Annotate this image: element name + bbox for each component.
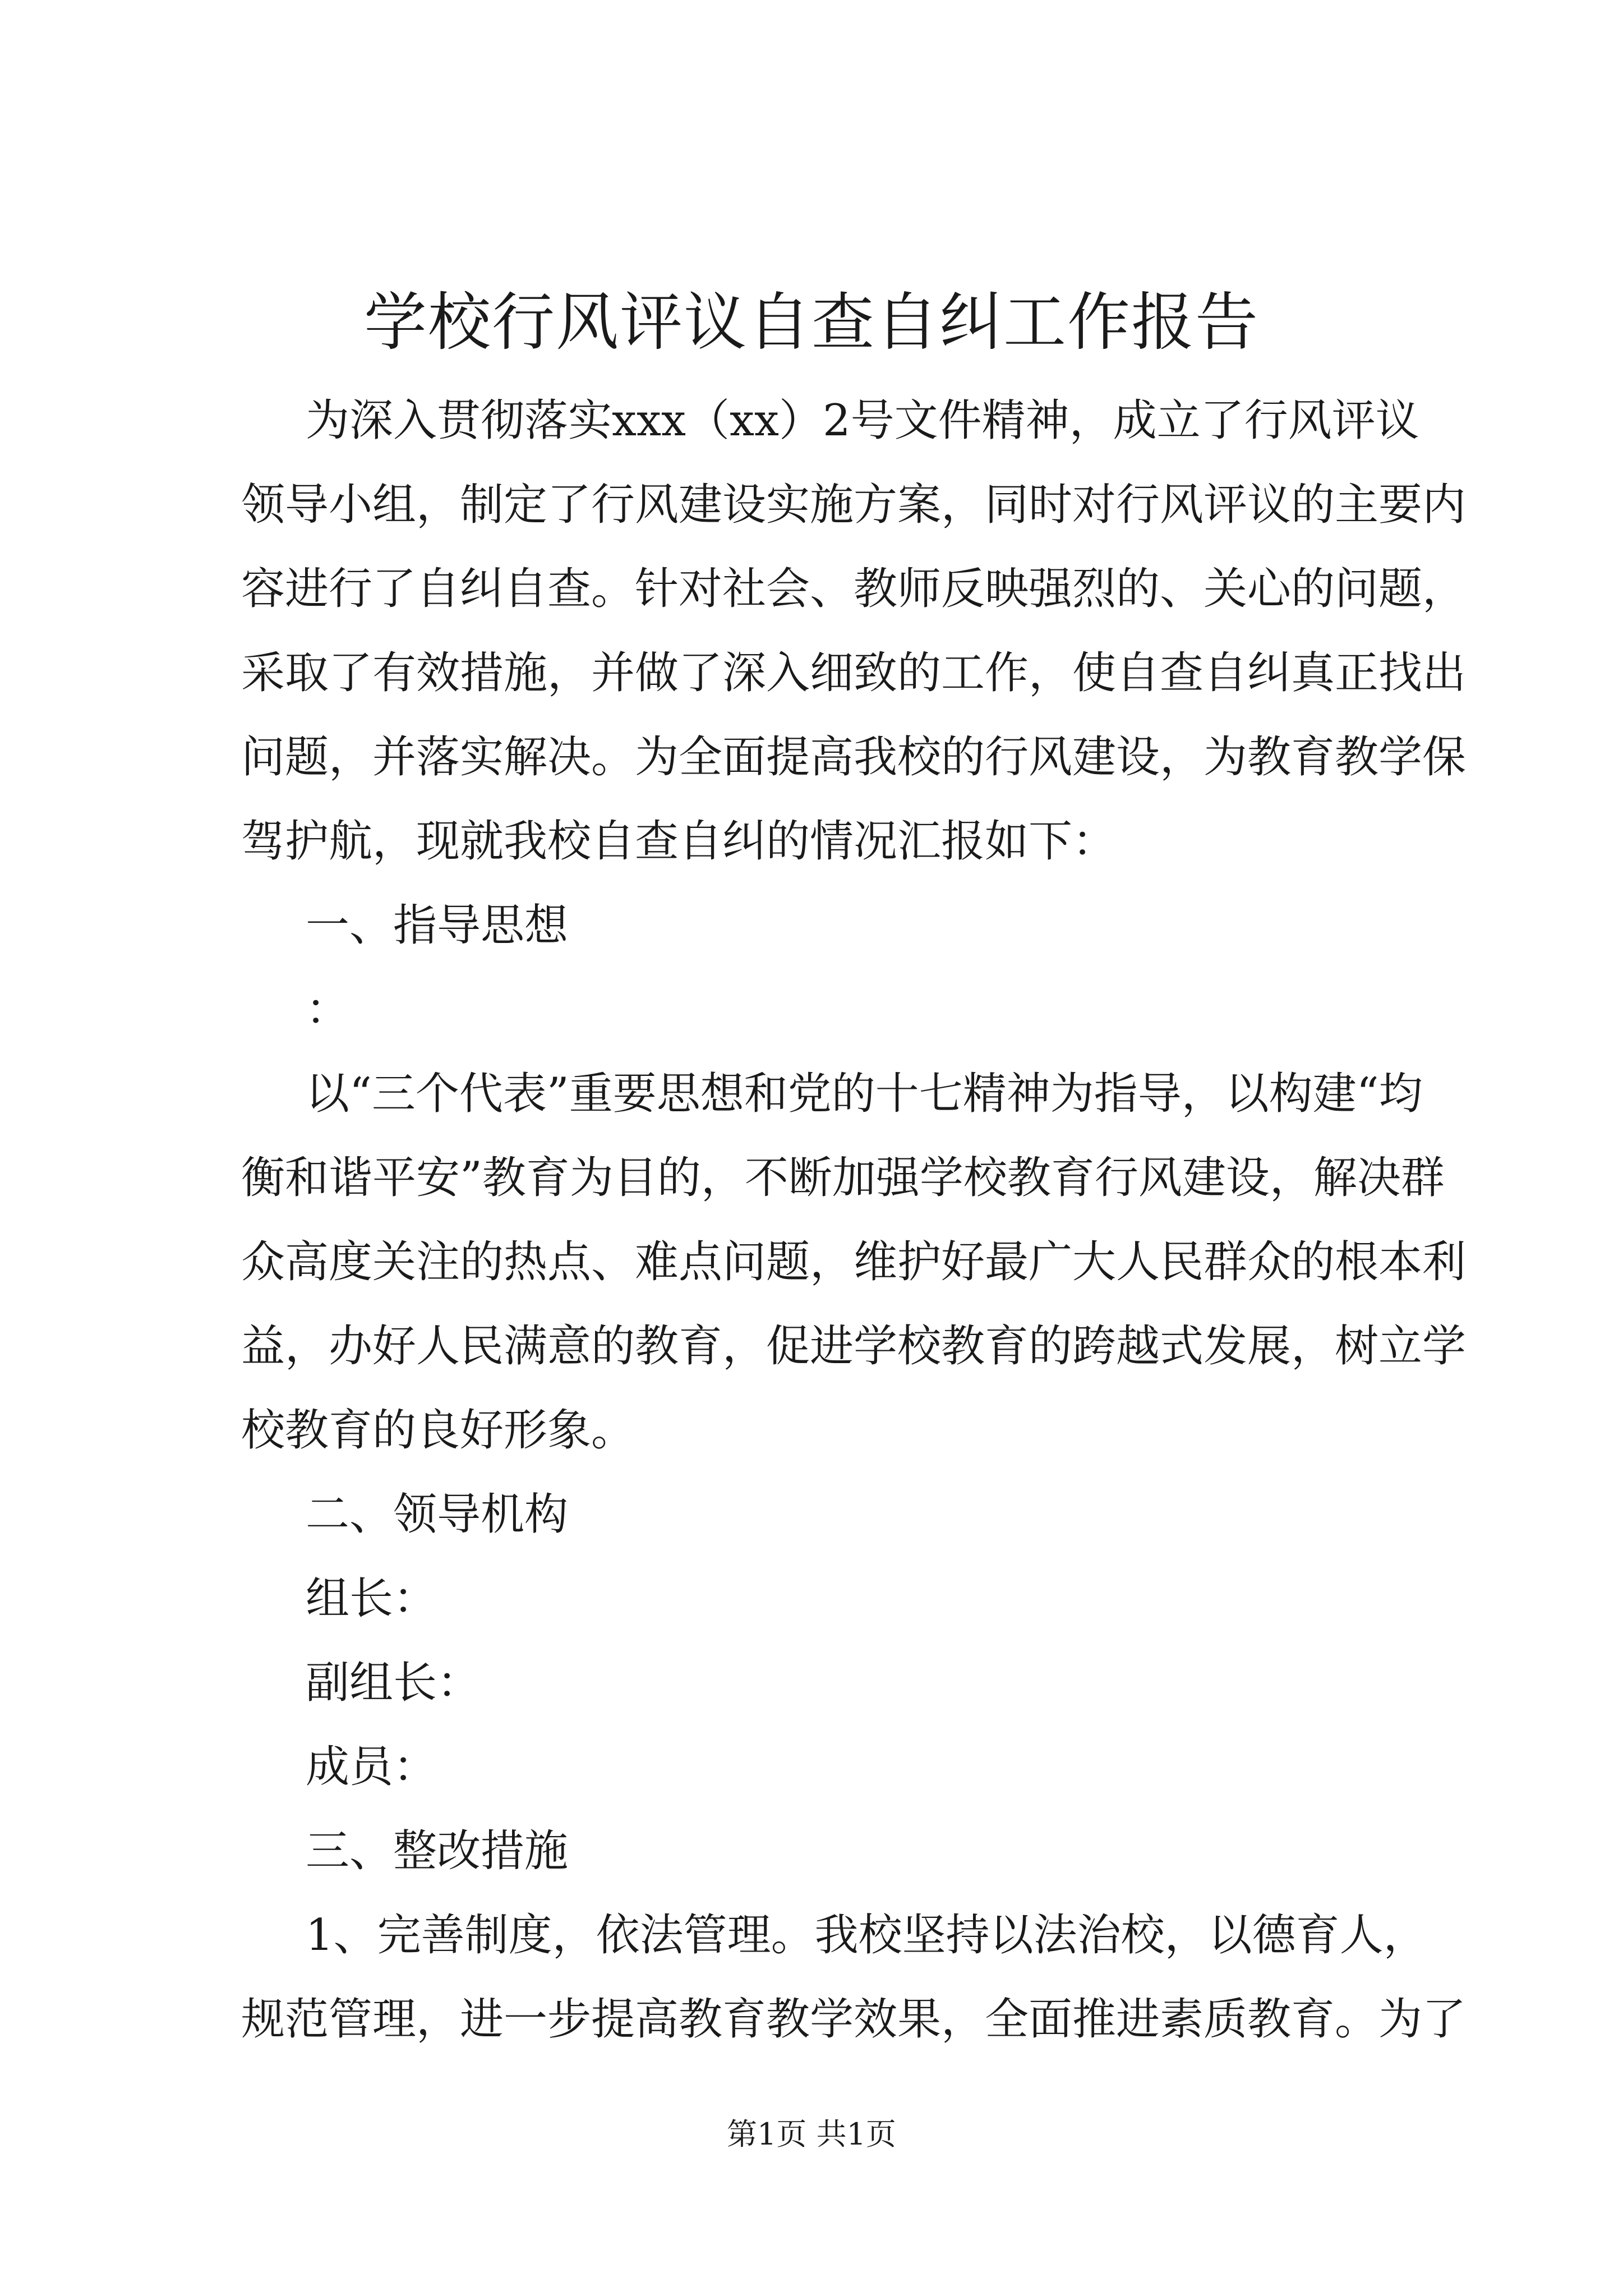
paragraph-line: 为深入贯彻落实xxx（xx）2号文件精神，成立了行风评议 bbox=[306, 395, 1419, 446]
paragraph-line: 校教育的良好形象。 bbox=[241, 1405, 635, 1456]
section-heading: 一、指导思想 bbox=[306, 900, 569, 951]
paragraph-line: ： bbox=[306, 984, 350, 1035]
leader-label: 组长： bbox=[306, 1573, 437, 1624]
page-footer: 第1页 共1页 bbox=[727, 2116, 896, 2152]
paragraph-line: 问题，并落实解决。为全面提高我校的行风建设，为教育教学保 bbox=[241, 732, 1467, 783]
paragraph-line: 衡和谐平安”教育为目的，不断加强学校教育行风建设，解决群 bbox=[241, 1153, 1445, 1203]
deputy-leader-label: 副组长： bbox=[306, 1658, 481, 1708]
paragraph-line: 容进行了自纠自查。针对社会、教师反映强烈的、关心的问题， bbox=[241, 564, 1467, 614]
paragraph-line: 1、完善制度，依法管理。我校坚持以法治校，以德育人， bbox=[306, 1910, 1427, 1961]
section-heading: 二、领导机构 bbox=[306, 1489, 569, 1540]
document-title: 学校行风评议自查自纠工作报告 bbox=[364, 286, 1259, 359]
paragraph-line: 众高度关注的热点、难点问题，维护好最广大人民群众的根本利 bbox=[241, 1237, 1467, 1287]
paragraph-line: 领导小组，制定了行风建设实施方案，同时对行风评议的主要内 bbox=[241, 480, 1467, 530]
paragraph-line: 采取了有效措施，并做了深入细致的工作，使自查自纠真正找出 bbox=[241, 648, 1467, 698]
paragraph-line: 以“三个代表”重要思想和党的十七精神为指导，以构建“均 bbox=[306, 1069, 1423, 1119]
paragraph-line: 规范管理，进一步提高教育教学效果，全面推进素质教育。为了 bbox=[241, 1994, 1467, 2045]
section-heading: 三、整改措施 bbox=[306, 1826, 569, 1876]
paragraph-line: 驾护航，现就我校自查自纠的情况汇报如下： bbox=[241, 816, 1117, 867]
paragraph-line: 益，办好人民满意的教育，促进学校教育的跨越式发展，树立学 bbox=[241, 1321, 1467, 1372]
members-label: 成员： bbox=[306, 1742, 437, 1792]
